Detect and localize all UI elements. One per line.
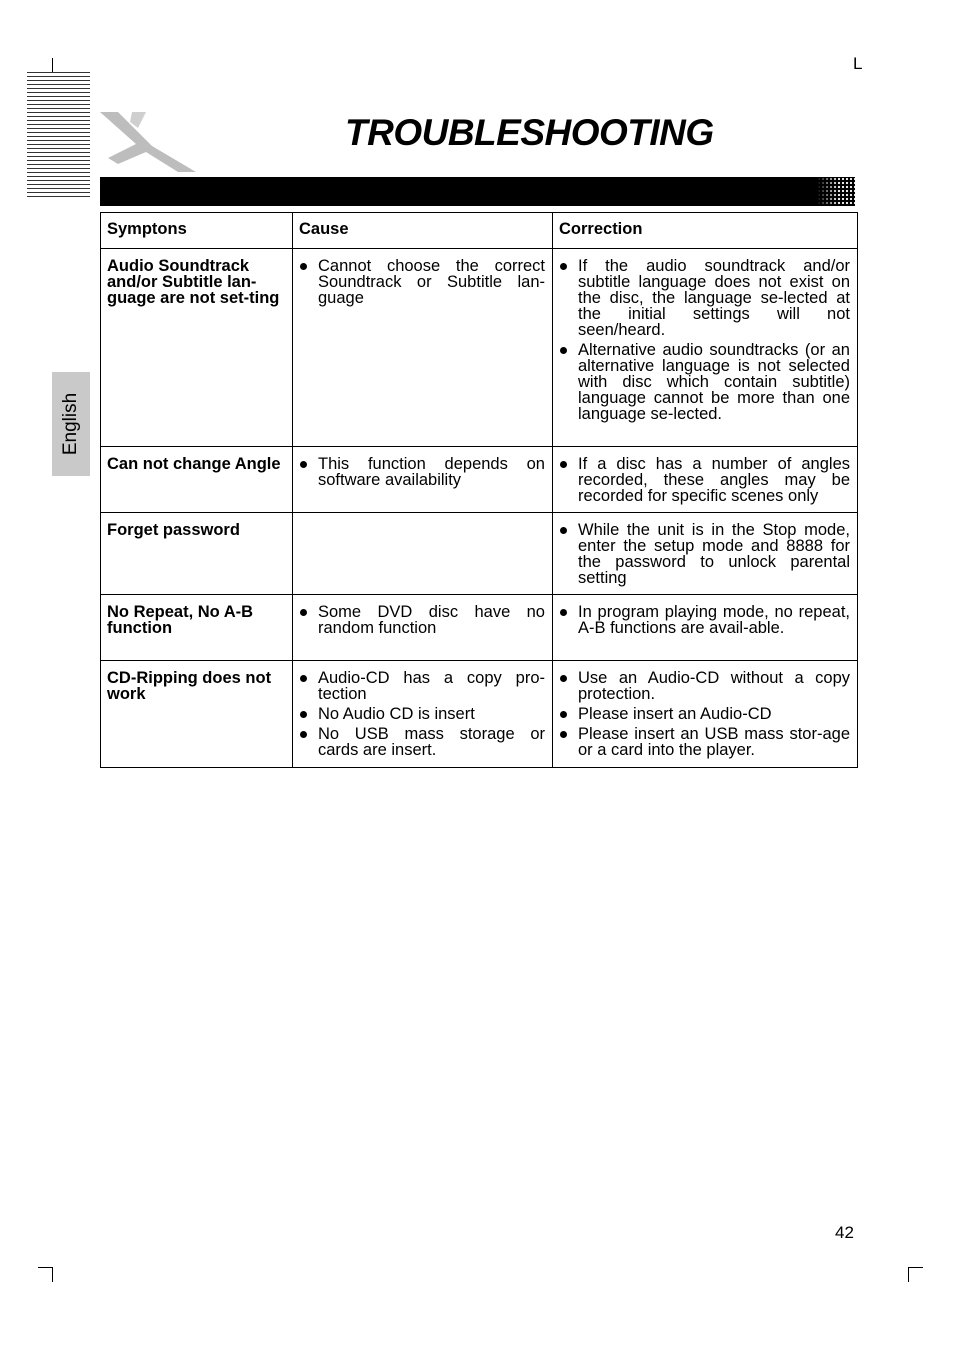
cause-cell [293, 661, 553, 768]
table-row [101, 249, 858, 447]
symptom-cell: Can not change Angle [101, 447, 293, 513]
cause-cell [293, 595, 553, 661]
correction-item: If the audio soundtrack and/or subtitle language does not exist on the disc, the language se-lected at the initial settings will not seen/heard. [559, 258, 850, 338]
correction-item: If a disc has a number of angles recorded, these angles may be recorded for specific scenes only [559, 456, 850, 504]
cause-item: No USB mass storage or cards are insert. [299, 726, 545, 758]
correction-cell [553, 447, 858, 513]
decorative-stripes [27, 72, 90, 198]
table-row [101, 447, 858, 513]
correction-item: Please insert an Audio-CD [559, 706, 850, 722]
cause-item: No Audio CD is insert [299, 706, 545, 722]
cause-cell [293, 513, 553, 595]
correction-item: Use an Audio-CD without a copy protection. [559, 670, 850, 702]
correction-cell [553, 595, 858, 661]
corner-letter: L [853, 54, 863, 73]
table-row [101, 513, 858, 595]
table-row [101, 595, 858, 661]
symptom-cell: No Repeat, No A-B function [101, 595, 293, 661]
cause-item: Some DVD disc have no random function [299, 604, 545, 636]
correction-item: Please insert an USB mass stor-age or a card into the player. [559, 726, 850, 758]
troubleshooting-table [100, 212, 858, 768]
cause-cell [293, 249, 553, 447]
symptom-cell: Audio Soundtrack and/or Subtitle lan-guage are not set-ting [101, 249, 293, 447]
page-number: 42 [835, 1223, 854, 1242]
column-header-symptoms: Symptons [101, 213, 293, 249]
symptom-cell: CD-Ripping does not work [101, 661, 293, 768]
correction-cell [553, 249, 858, 447]
cause-item: Audio-CD has a copy pro-tection [299, 670, 545, 702]
column-header-correction: Correction [553, 213, 858, 249]
table-row [101, 661, 858, 768]
correction-item: Alternative audio soundtracks (or an alternative language is not selected with disc which contain subtitle) language cannot be more than one language se-lected. [559, 342, 850, 422]
crop-mark-bottom-left [38, 1267, 53, 1282]
table-header-row [101, 213, 858, 249]
column-header-cause: Cause [293, 213, 553, 249]
correction-cell [553, 513, 858, 595]
symptom-cell: Forget password [101, 513, 293, 595]
language-tab-label: English [60, 392, 81, 456]
cause-item: Cannot choose the correct Soundtrack or Subtitle lan-guage [299, 258, 545, 306]
cause-cell [293, 447, 553, 513]
x-brand-logo [96, 106, 200, 176]
crop-mark-bottom-right [908, 1267, 923, 1282]
correction-item: In program playing mode, no repeat, A-B functions are avail-able. [559, 604, 850, 636]
title-bar [100, 177, 855, 206]
correction-item: While the unit is in the Stop mode, enter the setup mode and 8888 for the password to unlock parental setting [559, 522, 850, 586]
language-tab [52, 372, 90, 476]
crop-mark-top-left [38, 58, 53, 73]
cause-item: This function depends on software availability [299, 456, 545, 488]
page-title: TROUBLESHOOTING [345, 112, 714, 153]
correction-cell [553, 661, 858, 768]
dot-pattern [817, 177, 855, 206]
